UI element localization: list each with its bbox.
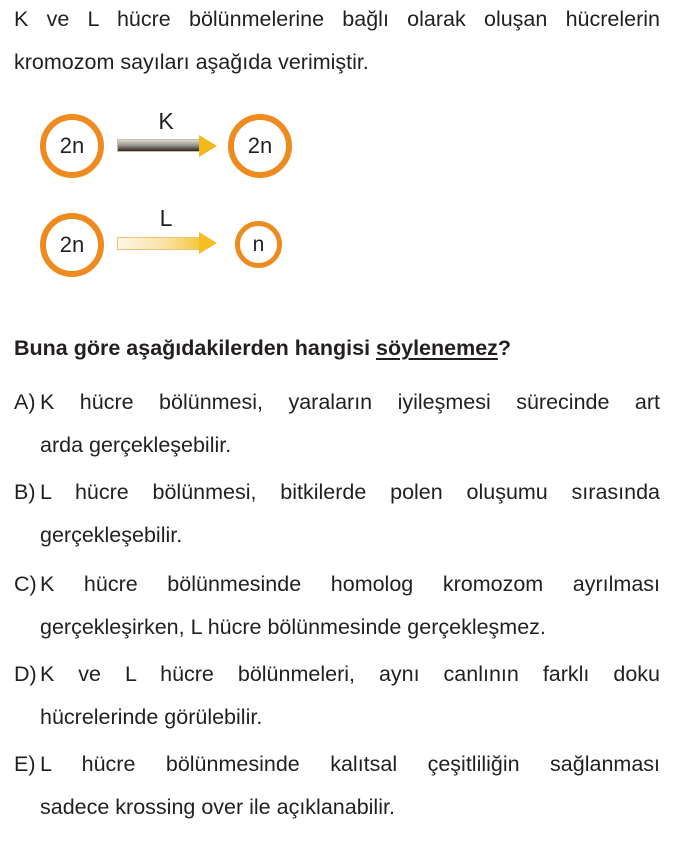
option-e-line-1: L hücre bölünmesinde kalıtsal çeşitliliğin sağlanması <box>40 752 660 776</box>
option-b <box>14 471 660 557</box>
cell-label: 2n <box>59 133 85 158</box>
question-stem <box>14 327 674 370</box>
arrow-k-shaft-icon <box>117 139 200 152</box>
option-a-letter: A) <box>14 390 36 414</box>
option-b-line-1: L hücre bölünmesi, bitkilerde polen oluşumu sırasında <box>40 480 660 504</box>
question-intro <box>14 0 660 84</box>
option-d-line-2: hücrelerinde görülebilir. <box>40 705 263 729</box>
cell-circle-result-k <box>228 114 292 178</box>
option-c-text <box>40 563 660 649</box>
option-b-line-2: gerçekleşebilir. <box>40 523 183 547</box>
option-c-letter: C) <box>14 572 37 596</box>
question-stem-text: Buna göre aşağıdakilerden hangisi <box>14 336 377 360</box>
question-stem-underlined: söylenemez <box>376 336 498 360</box>
option-e-text <box>40 743 660 829</box>
arrow-l-head-icon <box>199 232 217 254</box>
arrow-k-label: K <box>158 108 174 134</box>
option-c <box>14 563 660 649</box>
option-e <box>14 743 660 829</box>
option-e-letter: E) <box>14 752 36 776</box>
option-a-line-2: arda gerçekleşebilir. <box>40 433 232 457</box>
option-a-text <box>40 381 660 467</box>
question-stem-suffix: ? <box>497 336 512 360</box>
cell-label: 2n <box>247 133 273 158</box>
cell-label: 2n <box>59 232 85 257</box>
option-c-line-2: gerçekleşirken, L hücre bölünmesinde gerçekleşmez. <box>40 615 546 639</box>
option-a <box>14 381 660 467</box>
option-b-letter: B) <box>14 480 36 504</box>
intro-line-2: kromozom sayıları aşağıda verimiştir. <box>14 50 369 74</box>
cell-circle-source-l <box>40 213 104 277</box>
arrow-l-label: L <box>159 205 173 231</box>
option-b-text <box>40 471 660 557</box>
cell-circle-result-l <box>235 221 282 268</box>
cell-label: n <box>252 232 265 256</box>
option-d <box>14 653 660 739</box>
option-c-line-1: K hücre bölünmesinde homolog kromozom ayrılması <box>40 572 660 596</box>
intro-line-1: K ve L hücre bölünmelerine bağlı olarak oluşan hücrelerin <box>14 7 660 31</box>
cell-circle-source-k <box>40 114 104 178</box>
option-a-line-1: K hücre bölünmesi, yaraların iyileşmesi sürecinde art <box>40 390 660 414</box>
option-d-line-1: K ve L hücre bölünmeleri, aynı canlının farklı doku <box>40 662 660 686</box>
option-e-line-2: sadece krossing over ile açıklanabilir. <box>40 795 395 819</box>
option-d-text <box>40 653 660 739</box>
option-d-letter: D) <box>14 662 37 686</box>
arrow-l-shaft-icon <box>117 237 200 250</box>
arrow-k-head-icon <box>199 135 217 157</box>
